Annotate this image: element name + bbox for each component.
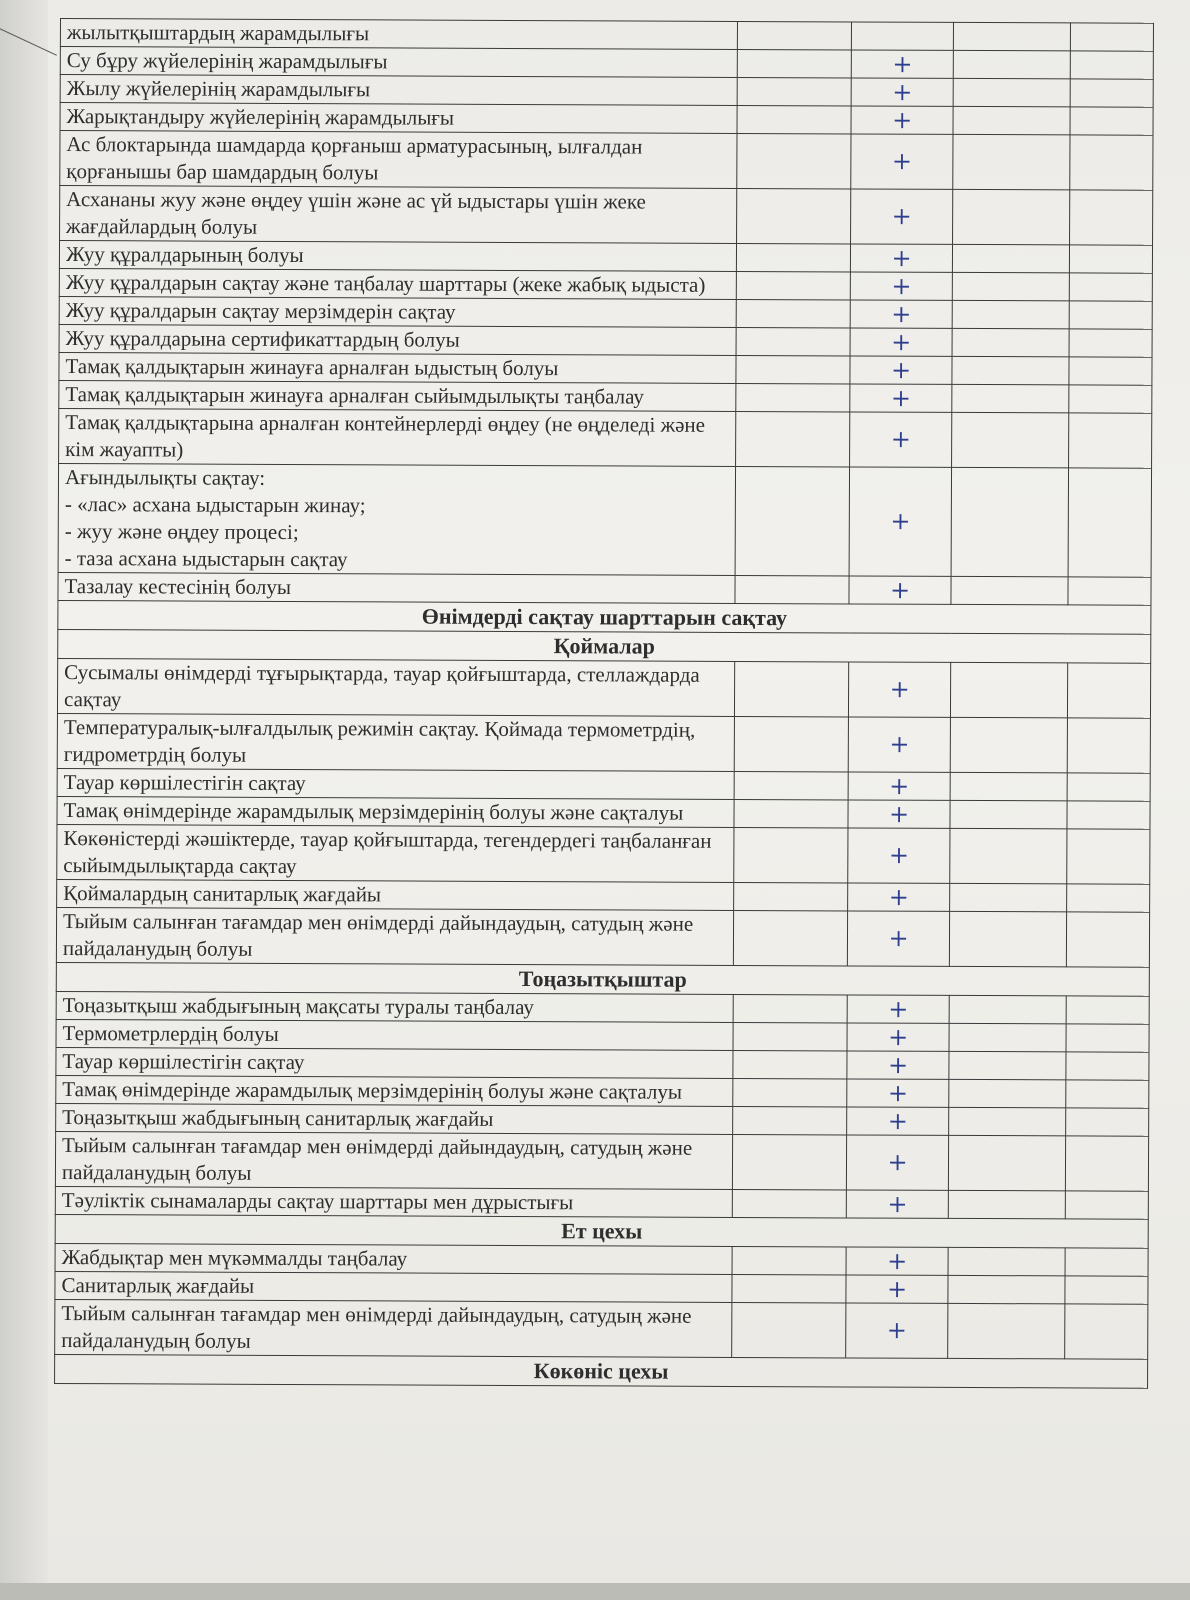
page-edge-bottom — [0, 1583, 1190, 1600]
blank-cell — [952, 272, 1069, 301]
checklist-row — [57, 824, 1150, 884]
section-header-row — [55, 1214, 1148, 1248]
handwritten-plus-mark: + — [891, 299, 912, 328]
compliance-cell — [847, 1079, 949, 1107]
checklist-row — [57, 658, 1150, 718]
blank-cell — [733, 827, 848, 882]
compliance-cell — [848, 717, 950, 772]
compliance-cell — [851, 106, 953, 134]
requirement-text: Тыйым салынған тағамдар мен өнімдерді дайындаудың, сатудың және пайдаланудың болуы — [55, 1299, 732, 1357]
handwritten-plus-mark: + — [890, 575, 911, 604]
blank-cell — [1066, 912, 1150, 967]
blank-cell — [1069, 357, 1152, 385]
blank-cell — [953, 134, 1070, 190]
checklist-row — [57, 879, 1150, 912]
blank-cell — [736, 133, 851, 188]
blank-cell — [1066, 1024, 1149, 1052]
handwritten-plus-mark: + — [892, 49, 913, 78]
requirement-text: Жуу құралдарын сақтау мерзімдерін сақтау — [59, 296, 736, 327]
handwritten-plus-mark: + — [889, 675, 910, 704]
blank-cell — [951, 467, 1068, 577]
requirement-text: Тамақ өнімдерінде жарамдылық мерзімдерінің болуы және сақталуы — [57, 796, 734, 827]
blank-cell — [953, 189, 1070, 245]
blank-cell — [733, 910, 848, 965]
compliance-cell — [849, 467, 951, 576]
handwritten-plus-mark: + — [887, 1148, 908, 1177]
handwritten-plus-mark: + — [888, 841, 910, 870]
compliance-cell — [846, 1190, 948, 1218]
blank-cell — [949, 1135, 1066, 1191]
blank-cell — [731, 1302, 846, 1357]
blank-cell — [1065, 1108, 1148, 1136]
blank-cell — [733, 882, 848, 910]
compliance-cell — [850, 412, 952, 467]
requirement-text: Тоңазытқыш жабдығының мақсаты туралы таңбалау — [56, 991, 733, 1022]
handwritten-plus-mark: + — [890, 507, 911, 536]
checklist-row — [59, 408, 1152, 468]
section-title: Өнімдерді сақтау шарттарын сақтау — [58, 600, 1151, 634]
blank-cell — [1066, 884, 1149, 912]
handwritten-plus-mark: + — [889, 799, 910, 828]
blank-cell — [736, 327, 851, 355]
blank-cell — [948, 1247, 1065, 1276]
checklist-row — [60, 47, 1153, 80]
blank-cell — [950, 772, 1067, 801]
checklist-row — [58, 463, 1151, 577]
handwritten-plus-mark: + — [889, 771, 910, 800]
requirement-text: Жуу құралдарын сақтау және таңбалау шарттары (жеке жабық ыдыста) — [59, 268, 736, 299]
checklist-row — [59, 352, 1152, 385]
handwritten-plus-mark: + — [892, 105, 913, 134]
blank-cell — [735, 383, 850, 411]
blank-cell — [1065, 1248, 1148, 1276]
section-title: Тоңазытқыштар — [56, 962, 1149, 996]
blank-cell — [733, 1022, 848, 1050]
blank-cell — [737, 77, 852, 105]
checklist-row — [59, 268, 1152, 301]
blank-cell — [1065, 1136, 1149, 1191]
blank-cell — [1069, 245, 1152, 273]
section-header-row — [58, 600, 1151, 634]
blank-cell — [732, 1246, 847, 1274]
compliance-cell — [850, 300, 952, 328]
blank-cell — [949, 995, 1066, 1024]
requirement-text: Тоңазытқыш жабдығының санитарлық жағдайы — [56, 1103, 733, 1134]
checklist-row — [59, 380, 1152, 413]
compliance-cell — [846, 1303, 948, 1358]
compliance-cell — [847, 1051, 949, 1079]
requirement-text: Тамақ қалдықтарына арналған контейнерлерді өңдеу (не өңделеді және кім жауапты) — [59, 408, 736, 466]
handwritten-plus-mark: + — [888, 1022, 909, 1051]
checklist-row — [56, 1103, 1149, 1136]
handwritten-plus-mark: + — [888, 994, 909, 1023]
blank-cell — [734, 771, 849, 799]
section-title: Қоймалар — [58, 629, 1151, 663]
checklist-row — [59, 324, 1152, 357]
requirement-text: Су бұру жүйелерінің жарамдылығы — [60, 47, 737, 78]
handwritten-plus-mark: + — [890, 355, 912, 384]
blank-cell — [949, 1023, 1066, 1052]
blank-cell — [735, 466, 850, 575]
handwritten-plus-mark: + — [891, 271, 912, 300]
checklist-row — [56, 991, 1149, 1024]
blank-cell — [1069, 329, 1152, 357]
handwritten-plus-mark: + — [886, 1274, 908, 1303]
handwritten-plus-mark: + — [887, 1050, 909, 1079]
blank-cell — [732, 1134, 847, 1189]
blank-cell — [733, 994, 848, 1022]
blank-cell — [953, 22, 1070, 51]
checklist-row — [55, 1271, 1148, 1304]
compliance-cell — [847, 1135, 949, 1190]
compliance-cell — [848, 883, 950, 911]
requirement-text: Тамақ қалдықтарын жинауға арналған сыйымдылықты таңбалау — [59, 380, 736, 411]
blank-cell — [948, 1275, 1065, 1304]
compliance-cell — [849, 576, 951, 604]
checklist-row — [60, 19, 1153, 52]
requirement-text: Тауар көршілестігін сақтау — [57, 768, 734, 799]
checklist-row — [60, 103, 1153, 136]
requirement-text: Тәуліктік сынамаларды сақтау шарттары мен дұрыстығы — [55, 1186, 732, 1217]
compliance-cell — [847, 1023, 949, 1051]
blank-cell — [1069, 190, 1153, 245]
section-header-row — [55, 1354, 1148, 1388]
requirement-text: Тауар көршілестігін сақтау — [56, 1047, 733, 1078]
blank-cell — [952, 412, 1069, 468]
requirement-text: Ағындылықты сақтау: - «лас» асхана ыдыстарын жинау; - жуу және өңдеу процесі; - таза асхана ыдыстарын сақтау — [58, 463, 735, 575]
checklist-table — [54, 18, 1154, 1389]
blank-cell — [736, 355, 851, 383]
compliance-cell — [851, 50, 953, 78]
blank-cell — [734, 661, 849, 716]
blank-cell — [949, 911, 1066, 967]
requirement-text: Асхананы жуу және өңдеу үшін және ас үй ыдыстары үшін жеке жағдайлардың болуы — [60, 186, 737, 244]
blank-cell — [949, 1079, 1066, 1108]
compliance-cell — [847, 995, 949, 1023]
requirement-text: Тамақ өнімдерінде жарамдылық мерзімдерінің болуы және сақталуы — [56, 1075, 733, 1106]
compliance-cell — [850, 356, 952, 384]
checklist-row — [55, 1299, 1148, 1359]
blank-cell — [949, 1051, 1066, 1080]
blank-cell — [736, 271, 851, 299]
handwritten-plus-mark: + — [887, 1189, 908, 1218]
blank-cell — [950, 828, 1067, 884]
handwritten-plus-mark: + — [892, 77, 913, 106]
requirement-text: Тыйым салынған тағамдар мен өнімдерді дайындаудың, сатудың және пайдаланудың болуы — [56, 907, 733, 965]
section-title: Көкөніс цехы — [55, 1354, 1148, 1388]
checklist-row — [57, 713, 1150, 773]
blank-cell — [953, 78, 1070, 107]
checklist-row — [55, 1243, 1148, 1276]
compliance-cell — [850, 384, 952, 412]
handwritten-plus-mark: + — [887, 1246, 908, 1275]
blank-cell — [736, 243, 851, 271]
handwritten-plus-mark: + — [891, 327, 912, 356]
compliance-cell — [846, 1275, 948, 1303]
blank-cell — [952, 384, 1069, 413]
section-header-row — [58, 629, 1151, 663]
blank-cell — [734, 716, 849, 771]
checklist-row — [60, 131, 1153, 191]
blank-cell — [1068, 413, 1152, 468]
blank-cell — [951, 576, 1068, 605]
page-edge-left — [0, 0, 48, 1600]
blank-cell — [1066, 1052, 1149, 1080]
requirement-text: Тамақ қалдықтарын жинауға арналған ыдыстың болуы — [59, 352, 736, 383]
blank-cell — [1068, 468, 1152, 577]
blank-cell — [732, 1106, 847, 1134]
blank-cell — [953, 106, 1070, 135]
blank-cell — [951, 662, 1068, 718]
blank-cell — [1069, 135, 1153, 190]
handwritten-plus-mark: + — [888, 924, 909, 953]
requirement-text: Жылу жүйелерінің жарамдылығы — [60, 75, 737, 106]
blank-cell — [948, 1190, 1065, 1219]
handwritten-plus-mark: + — [891, 202, 912, 231]
blank-cell — [948, 1303, 1065, 1359]
compliance-cell — [851, 134, 953, 189]
handwritten-plus-mark: + — [889, 730, 910, 759]
handwritten-plus-mark: + — [891, 243, 912, 272]
blank-cell — [1067, 773, 1150, 801]
requirement-text: Сусымалы өнімдерді тұғырықтарда, тауар қойғыштарда, стеллаждарда сақтау — [57, 658, 734, 716]
blank-cell — [953, 244, 1070, 273]
compliance-cell — [851, 244, 953, 272]
compliance-cell — [848, 772, 950, 800]
compliance-cell — [849, 662, 951, 717]
compliance-cell — [851, 22, 953, 50]
blank-cell — [1070, 79, 1153, 107]
blank-cell — [1068, 577, 1151, 605]
requirement-text: Көкөністерді жәшіктерде, тауар қойғыштарда, тегендердегі таңбаланған сыйымдылықтарда сақтау — [57, 824, 734, 882]
blank-cell — [950, 883, 1067, 912]
blank-cell — [1068, 385, 1151, 413]
checklist-row — [59, 241, 1152, 274]
blank-cell — [1066, 829, 1150, 884]
section-title: Ет цехы — [55, 1214, 1148, 1248]
handwritten-plus-mark: + — [891, 147, 913, 176]
blank-cell — [737, 21, 852, 49]
compliance-cell — [846, 1247, 948, 1275]
blank-cell — [734, 799, 849, 827]
checklist-row — [56, 1075, 1149, 1108]
blank-cell — [737, 105, 852, 133]
blank-cell — [732, 1189, 847, 1217]
blank-cell — [952, 328, 1069, 357]
requirement-text: Термометрлердің болуы — [56, 1019, 733, 1050]
checklist-row — [57, 796, 1150, 829]
checklist-row — [60, 186, 1153, 246]
blank-cell — [732, 1078, 847, 1106]
blank-cell — [736, 188, 851, 243]
blank-cell — [1069, 301, 1152, 329]
blank-cell — [1070, 107, 1153, 135]
blank-cell — [1066, 996, 1149, 1024]
compliance-cell — [850, 328, 952, 356]
blank-cell — [952, 300, 1069, 329]
blank-cell — [732, 1274, 847, 1302]
handwritten-plus-mark: + — [887, 1078, 909, 1107]
blank-cell — [1064, 1304, 1148, 1359]
requirement-text: Жуу құралдарына сертификаттардың болуы — [59, 324, 736, 355]
checklist-row — [55, 1131, 1148, 1191]
compliance-cell — [848, 828, 950, 883]
blank-cell — [1067, 663, 1151, 718]
checklist-row — [59, 296, 1152, 329]
blank-cell — [735, 575, 850, 603]
blank-cell — [737, 49, 852, 77]
handwritten-plus-mark: + — [888, 882, 909, 911]
blank-cell — [1067, 718, 1151, 773]
blank-cell — [950, 717, 1067, 773]
blank-cell — [1065, 1080, 1148, 1108]
blank-cell — [732, 1050, 847, 1078]
requirement-text: Жабдықтар мен мүкәммалды таңбалау — [55, 1243, 732, 1274]
checklist-row — [56, 907, 1149, 967]
requirement-text: жылытқыштардың жарамдылығы — [60, 19, 737, 50]
requirement-text: Температуралық-ылғалдылық режимін сақтау. Қоймада термометрдің, гидрометрдің болуы — [57, 713, 734, 771]
blank-cell — [1065, 1191, 1148, 1219]
requirement-text: Ас блоктарында шамдарда қорғаныш арматурасының, ылғалдан қорғанышы бар шамдардың болуы — [60, 131, 737, 189]
handwritten-plus-mark: + — [890, 425, 911, 454]
requirement-text: Қоймалардың санитарлық жағдайы — [57, 879, 734, 910]
blank-cell — [1069, 273, 1152, 301]
checklist-row — [56, 1047, 1149, 1080]
blank-cell — [949, 1107, 1066, 1136]
blank-cell — [952, 356, 1069, 385]
checklist-row — [58, 572, 1151, 605]
compliance-cell — [851, 78, 953, 106]
requirement-text: Жарықтандыру жүйелерінің жарамдылығы — [60, 103, 737, 134]
blank-cell — [1070, 23, 1153, 51]
checklist-row — [60, 75, 1153, 108]
blank-cell — [1065, 1276, 1148, 1304]
requirement-text: Санитарлық жағдайы — [55, 1271, 732, 1302]
compliance-cell — [851, 189, 953, 244]
blank-cell — [1067, 801, 1150, 829]
blank-cell — [735, 411, 850, 466]
requirement-text: Жуу құралдарының болуы — [59, 241, 736, 272]
section-header-row — [56, 962, 1149, 996]
requirement-text: Тазалау кестесінің болуы — [58, 572, 735, 603]
compliance-cell — [848, 800, 950, 828]
blank-cell — [736, 299, 851, 327]
compliance-cell — [847, 1107, 949, 1135]
handwritten-plus-mark: + — [890, 383, 912, 412]
requirement-text: Тыйым салынған тағамдар мен өнімдерді дайындаудың, сатудың және пайдаланудың болуы — [55, 1131, 732, 1189]
checklist-row — [57, 768, 1150, 801]
handwritten-plus-mark: + — [886, 1316, 908, 1345]
blank-cell — [1070, 51, 1153, 79]
compliance-cell — [847, 911, 949, 966]
checklist-row — [55, 1186, 1148, 1219]
checklist-row — [56, 1019, 1149, 1052]
handwritten-plus-mark: + — [887, 1106, 908, 1135]
compliance-cell — [850, 272, 952, 300]
blank-cell — [950, 800, 1067, 829]
blank-cell — [953, 50, 1070, 79]
